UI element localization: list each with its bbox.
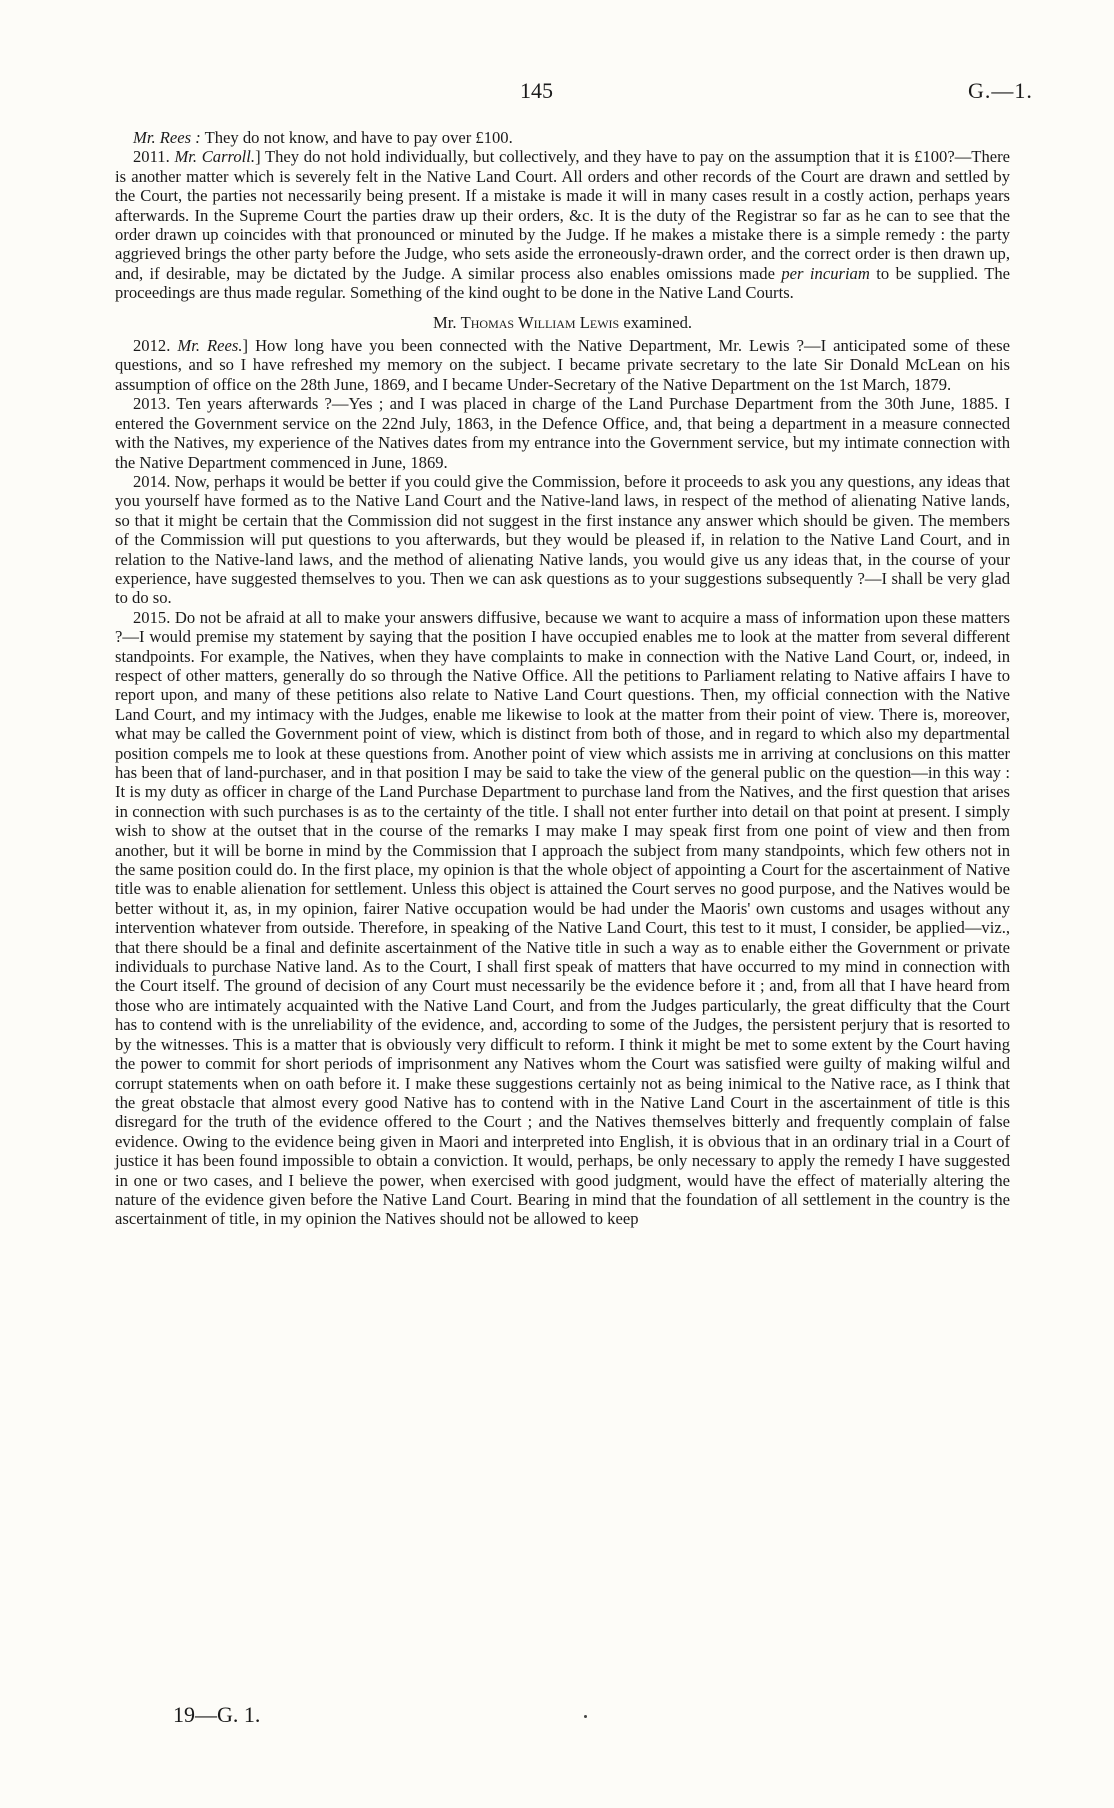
- witness-suffix: examined.: [619, 312, 693, 332]
- document-body: [115, 128, 1010, 1229]
- speaker-name: Mr. Carroll.: [174, 147, 256, 167]
- paragraph-2013: [115, 394, 1010, 472]
- paragraph-2014: [115, 472, 1010, 608]
- paragraph-text: Now, perhaps it would be better if you could give the Commission, before it proceeds to ask you any questions, any ideas that you yourself have formed as to the Native Land Court and the Native-land laws, in respect of the method of alienating Native lands, so that it might be certain that the Commission did not suggest in the first instance any answer which should be given. The members of the Commission will put questions to you afterwards, but they would be pleased if, in relation to the Native Land Court, and in relation to the Native-land laws, and the method of alienating Native lands, you would give us any ideas that, in the course of your experience, have suggested themselves to you. Then we can ask questions as to your suggestions subsequently ?—I shall be very glad to do so.: [115, 471, 1010, 608]
- series-code: G.—1.: [968, 78, 1033, 103]
- paragraph-2011: [115, 147, 1010, 302]
- paragraph-rees-statement: [115, 128, 1010, 147]
- footer-signature: 19—G. 1.: [173, 1702, 261, 1727]
- question-number: 2013.: [133, 394, 171, 414]
- paragraph-text: ] How long have you been connected with the Native Department, Mr. Lewis ?—I anticipated some of these questions, and so I have refreshed my memory on the subject. I became private secretary to the late Sir Donald McLean on his assumption of office on the 28th June, 1869, and I became Under-Secretary of the Native Department on the 1st March, 1879.: [115, 336, 1010, 394]
- witness-name: Thomas William Lewis: [460, 312, 620, 332]
- paragraph-text: Do not be afraid at all to make your answers diffusive, because we want to acquire a mass of information upon these matters ?—I would premise my statement by saying that the position I have occupied enables me to look at the matter from several different standpoints. For example, the Natives, when they have complaints to make in connection with the Native Land Court, or, indeed, in respect of other matters, generally do so through the Native Office. All the petitions to Parliament relating to Native affairs I have to report upon, and many of these petitions also relate to Native Land Court questions. Then, my official connection with the Native Land Court, and my intimacy with the Judges, enable me likewise to look at the matter from their point of view. There is, moreover, what may be called the Government point of view, which is distinct from both of those, and in regard to which also my departmental position compels me to look at these questions from. Another point of view which assists me in arriving at conclusions on this matter has been that of land-purchaser, and in that position I may be said to take the view of the general public on the question—in this way : It is my duty as officer in charge of the Land Purchase Department to purchase land from the Natives, and the first question that arises in connection with such purchases is as to the certainty of the title. I shall not enter further into detail on that point at present. I simply wish to show at the outset that in the course of the remarks I may make I may speak first from one point of view and then from another, but it will be borne in mind by the Commission that I approach the subject from many standpoints, which few others not in the same position could do. In the first place, my opinion is that the whole object of appointing a Court for the ascertainment of Native title was to enable alienation for settlement. Unless this object is attained the Court serves no good purpose, and the Natives would be better without it, as, in my opinion, fairer Native occupation would be had under the Maoris' own customs and usages without any intervention whatever from outside. Therefore, in speaking of the Native Land Court, this test to it must, I consider, be applied—viz., that there should be a final and definite ascertainment of the Native title in such a way as to enable either the Government or private individuals to purchase Native land. As to the Court, I shall first speak of matters that have occurred to my mind in connection with the Court itself. The ground of decision of any Court must necessarily be the evidence before it ; and, from all that I have heard from those who are intimately acquainted with the Native Land Court, and from the Judges particularly, the great difficulty that the Court has to contend with is the unreliability of the evidence, and, according to some of the Judges, the persistent perjury that is resorted to by the witnesses. This is a matter that is obviously very difficult to reform. I think it might be met to some extent by the Court having the power to commit for short periods of imprisonment any Natives whom the Court was satisfied were guilty of making wilful and corrupt statements when on oath before it. I make these suggestions certainly not as being inimical to the Native race, as I think that the great obstacle that almost every good Native has to contend with in the Native Land Court in the ascertainment of title is this disregard for the truth of the evidence offered to the Court ; and the Natives themselves bitterly and frequently complain of false evidence. Owing to the evidence being given in Maori and interpreted into English, it is obvious that in an ordinary trial in a Court of justice it has been found impossible to obtain a conviction. It would, perhaps, be only necessary to apply the remedy I have suggested in one or two cases, and I believe the power, when exercised with good judgment, would have the effect of materially altering the nature of the evidence given before the Native Land Court. Bearing in mind that the foundation of all settlement in the country is the ascertainment of title, in my opinion the Natives should not be allowed to keep: [115, 607, 1010, 1229]
- paragraph-text: ] They do not hold individually, but collectively, and they have to pay on the assumption that it is £100?—There is another matter which is severely felt in the Native Land Court. All orders and other records of the Court are drawn and settled by the Court, the parties not necessarily being present. If a mistake is made it will in many cases result in a costly action, perhaps years afterwards. In the Supreme Court the parties draw up their orders, &c. It is the duty of the Registrar so far as he can to see that the order drawn up coincides with that pronounced or minuted by the Judge. If he makes a mistake there is a simple remedy : the party aggrieved brings the other party before the Judge, who sets aside the erroneously-drawn order, and the correct order is then drawn up, and, if desirable, may be dictated by the Judge. A similar process also enables omissions made: [115, 147, 1010, 283]
- paragraph-text-tail: to be supplied. The proceedings are thus made regular. Something of the kind ought to be done in the Native Land Courts.: [115, 263, 1010, 303]
- witness-heading: [115, 313, 1010, 332]
- latin-phrase: per incuriam: [781, 263, 870, 283]
- paragraph-2012: [115, 336, 1010, 394]
- question-number: 2015.: [133, 607, 171, 627]
- question-number: 2012.: [133, 336, 171, 356]
- paragraph-text: Ten years afterwards ?—Yes ; and I was placed in charge of the Land Purchase Department from the 30th June, 1885. I entered the Government service on the 22nd July, 1863, in the Defence Office, and, that being a department in a measure connected with the Natives, my experience of the Natives dates from my entrance into the Government service, but my intimate connection with the Native Department commenced in June, 1869.: [115, 394, 1010, 472]
- speaker-name: Mr. Rees :: [133, 128, 201, 147]
- scan-dot-mark: [584, 1715, 587, 1718]
- paragraph-text: They do not know, and have to pay over £100.: [200, 128, 513, 147]
- page-number: 145: [520, 78, 553, 103]
- speaker-name: Mr. Rees.: [177, 336, 243, 356]
- question-number: 2011.: [133, 147, 170, 167]
- witness-prefix: Mr.: [432, 312, 461, 332]
- paragraph-2015: [115, 608, 1010, 1229]
- question-number: 2014.: [133, 471, 171, 491]
